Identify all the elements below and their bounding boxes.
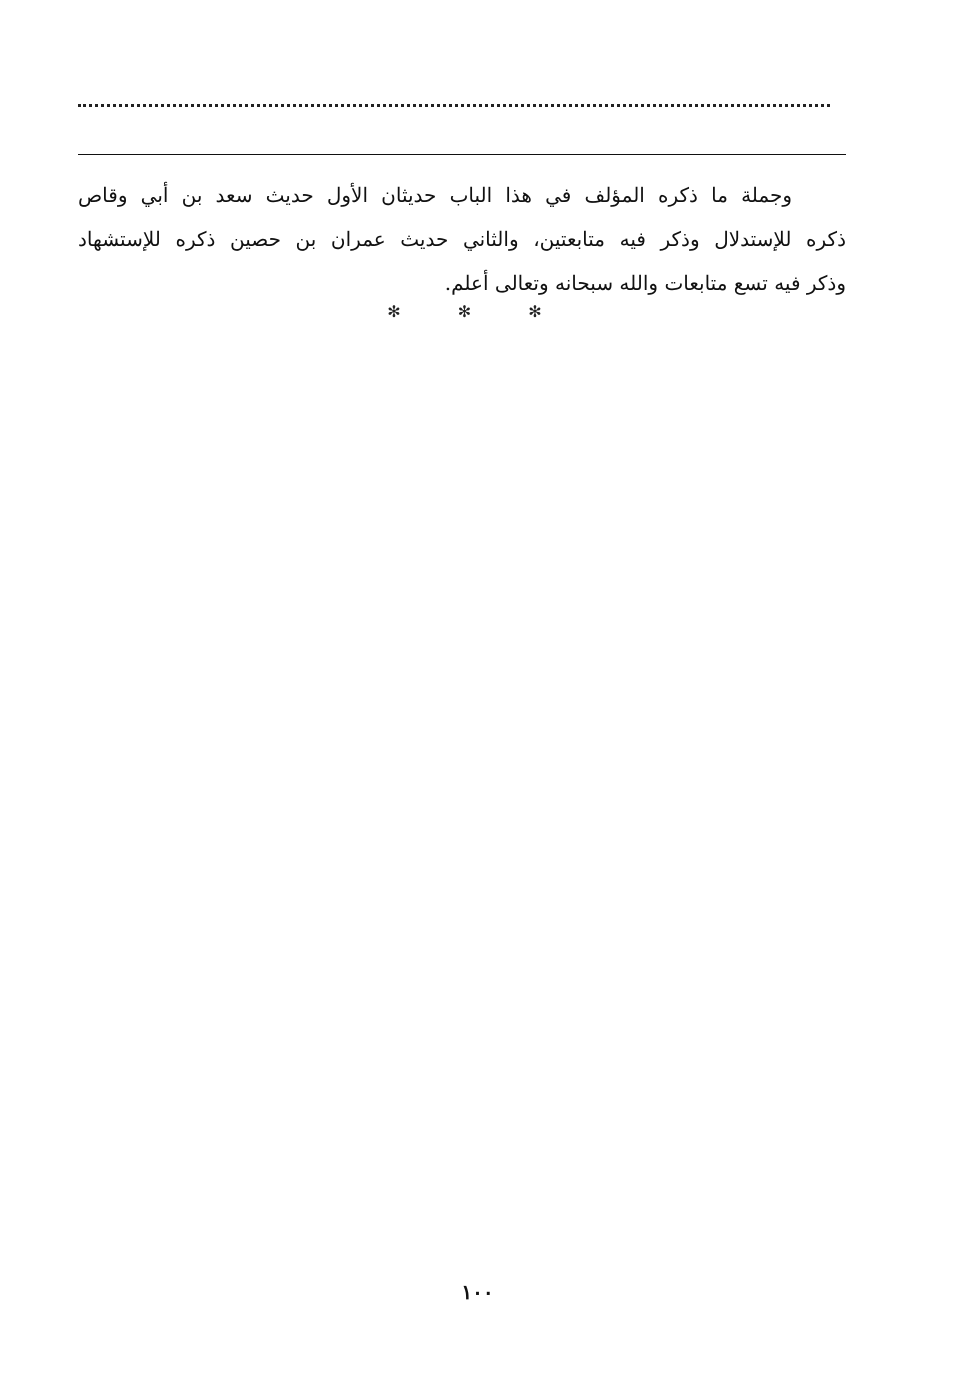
paragraph-line-1: وجملة ما ذكره المؤلف في هذا الباب حديثان الأول حديث سعد بن أبي وقاص — [78, 183, 792, 207]
section-end-asterisks: ✻ ✻ ✻ — [387, 302, 568, 321]
dotted-divider — [78, 104, 830, 107]
closing-paragraph — [78, 173, 846, 305]
page-number: ١٠٠ — [461, 1280, 494, 1304]
paragraph-line-2: ذكره للإستدلال وذكر فيه متابعتين، والثاني حديث عمران بن حصين ذكره للإستشهاد — [78, 227, 846, 251]
paragraph-line-3: وذكر فيه تسع متابعات والله سبحانه وتعالى أعلم. — [444, 271, 846, 295]
footnote-separator-line — [78, 154, 846, 155]
